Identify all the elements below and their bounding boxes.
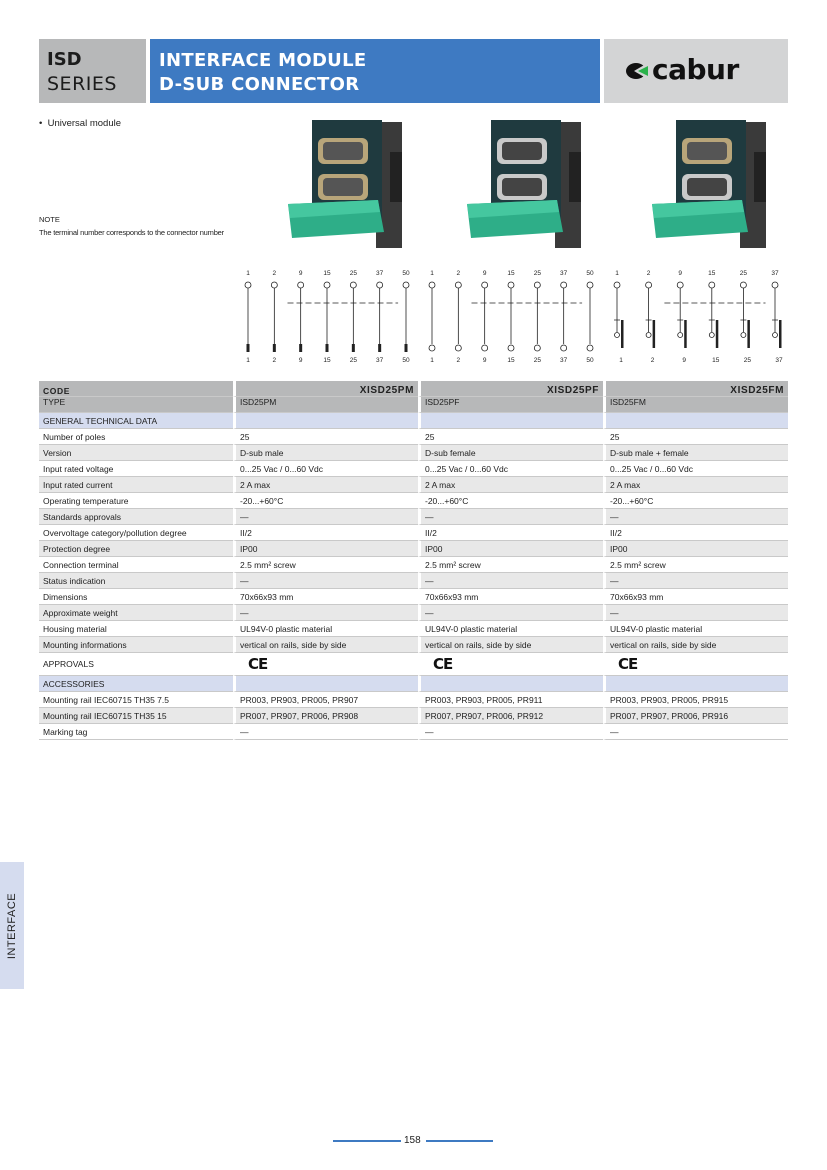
connector-pin-icon [403,282,409,288]
row-value: 70x66x93 mm [603,589,788,605]
row-value: -20...+60°C [418,493,603,509]
terminal-number-label: 2 [272,357,277,364]
connector-pin-icon [678,333,683,338]
terminal-icon [352,344,355,352]
section-row-general [39,413,788,429]
code-value: XISD25PM [359,385,414,396]
type-label: TYPE [39,397,233,413]
row-value: — [418,724,603,740]
terminal-number-label: 9 [682,357,687,364]
row-label: Number of poles [39,429,233,445]
row-label: Protection degree [39,541,233,557]
terminal-icon [429,345,435,351]
row-value: UL94V-0 plastic material [418,621,603,637]
connector-pin-label: 37 [560,270,568,277]
connector-pin-icon [740,282,746,288]
row-value: IP00 [418,541,603,557]
series-box [39,39,146,103]
terminal-icon [561,345,567,351]
connector-pin-label: 9 [482,270,487,277]
terminal-icon [534,345,540,351]
row-value: II/2 [418,525,603,541]
row-label: Mounting informations [39,637,233,653]
terminal-number-label: 15 [323,357,331,364]
row-value: 2 A max [233,477,418,493]
connector-pin-icon [772,282,778,288]
row-label: Standards approvals [39,509,233,525]
row-value: 2 A max [603,477,788,493]
connector-pin-label: 15 [507,270,515,277]
row-value: PR007, PR907, PR006, PR912 [418,708,603,724]
spec-row [39,461,788,477]
terminal-number-label: 15 [507,357,515,364]
connector-pin-icon [245,282,251,288]
terminal-icon [405,344,408,352]
row-label: Marking tag [39,724,233,740]
connector-pin-icon [455,282,461,288]
wire-branch [614,320,620,332]
ce-mark-icon: CE [248,655,268,673]
connector-pin-label: 15 [323,270,331,277]
connector-pin-label: 50 [586,270,594,277]
spec-row [39,525,788,541]
connector-pin-icon [324,282,330,288]
wire-branch [709,320,715,332]
product-image-fm [652,112,770,252]
connector-pin-label: 1 [430,270,434,277]
code-value: XISD25PF [546,385,599,396]
row-label: Input rated voltage [39,461,233,477]
connector-pin-icon [773,333,778,338]
approval-cell [418,653,603,676]
terminal-number-label: 2 [456,357,461,364]
row-value: PR007, PR907, PR006, PR908 [233,708,418,724]
row-label: Housing material [39,621,233,637]
row-label: Dimensions [39,589,233,605]
connector-pin-icon [615,333,620,338]
connector-pin-icon [646,282,652,288]
row-value: — [233,573,418,589]
row-label: Version [39,445,233,461]
connector-pin-icon [482,282,488,288]
row-value: 2.5 mm² screw [233,557,418,573]
terminal-icon [716,320,719,348]
row-value: 0...25 Vac / 0...60 Vdc [233,461,418,477]
terminal-number-label: 2 [650,357,655,364]
row-value: PR003, PR903, PR005, PR907 [233,692,418,708]
row-value: II/2 [233,525,418,541]
row-label: Mounting rail IEC60715 TH35 7.5 [39,692,233,708]
connector-pin-label: 1 [246,270,250,277]
row-value: PR003, PR903, PR005, PR915 [603,692,788,708]
connector-pin-icon [508,282,514,288]
row-value: 70x66x93 mm [233,589,418,605]
feature-bullet: • Universal module [39,118,122,129]
row-value: — [418,573,603,589]
wire-branch [740,320,746,332]
terminal-icon [378,344,381,352]
row-value: vertical on rails, side by side [233,637,418,653]
wire-branch [772,320,778,332]
spec-row [39,557,788,573]
series-label: SERIES [47,73,117,95]
connector-pin-icon [534,282,540,288]
row-value: — [603,724,788,740]
spec-row [39,573,788,589]
terminal-number-label: 9 [298,357,303,364]
row-value: — [603,605,788,621]
row-value: IP00 [233,541,418,557]
approval-cell [603,653,788,676]
terminal-icon [455,345,461,351]
terminal-number-label: 50 [402,357,410,364]
row-value: D-sub male [233,445,418,461]
spec-table [39,381,788,740]
terminal-number-label: 37 [376,357,384,364]
code-row [39,381,788,397]
connector-pin-label: 15 [708,270,716,277]
spec-row [39,445,788,461]
approvals-row [39,653,788,676]
row-label: Input rated current [39,477,233,493]
terminal-number-label: 37 [560,357,568,364]
page-title-line2: D-SUB CONNECTOR [159,74,360,95]
connector-pin-label: 25 [349,270,357,277]
wiring-diagram-fm [607,258,787,368]
row-value: 2.5 mm² screw [418,557,603,573]
type-row [39,397,788,413]
row-value: — [603,573,788,589]
terminal-number-label: 9 [482,357,487,364]
approval-cell [233,653,418,676]
ce-mark-icon: CE [618,655,638,673]
connector-pin-label: 9 [298,270,303,277]
row-value: — [233,509,418,525]
connector-pin-label: 50 [402,270,410,277]
page-number: 158 [404,1135,421,1146]
spec-row [39,493,788,509]
row-value: PR003, PR903, PR005, PR911 [418,692,603,708]
connector-pin-icon [561,282,567,288]
connector-pin-label: 2 [272,270,277,277]
row-value: 0...25 Vac / 0...60 Vdc [603,461,788,477]
section-label: GENERAL TECHNICAL DATA [39,413,233,429]
row-value: — [233,724,418,740]
side-tab-label: INTERFACE [6,892,18,960]
page-title-line1: INTERFACE MODULE [159,50,367,71]
row-label: Overvoltage category/pollution degree [39,525,233,541]
spec-row [39,477,788,493]
section-side-tab [0,862,24,989]
row-value: 25 [603,429,788,445]
terminal-icon [273,344,276,352]
row-value: -20...+60°C [233,493,418,509]
spec-row [39,509,788,525]
type-value: ISD25FM [603,397,788,413]
product-image-pf [467,112,585,252]
connector-pin-icon [677,282,683,288]
row-value: — [418,509,603,525]
row-value: 0...25 Vac / 0...60 Vdc [418,461,603,477]
row-value: 70x66x93 mm [418,589,603,605]
brand-logo [604,39,788,103]
connector-pin-icon [646,333,651,338]
terminal-number-label: 37 [775,357,783,364]
note-heading: NOTE [39,215,60,224]
terminal-number-label: 25 [533,357,541,364]
connector-pin-label: 25 [739,270,748,277]
connector-pin-label: 1 [615,270,619,277]
accessory-row [39,724,788,740]
spec-row [39,589,788,605]
wire-branch [677,320,683,332]
series-code: ISD [47,49,82,70]
accessory-row [39,692,788,708]
terminal-icon [621,320,624,348]
approvals-label: APPROVALS [39,653,233,676]
terminal-icon [653,320,656,348]
row-value: — [603,509,788,525]
wiring-diagram-pf [422,258,602,368]
terminal-icon [508,345,514,351]
row-value: PR007, PR907, PR006, PR916 [603,708,788,724]
terminal-number-label: 15 [712,357,720,364]
spec-row [39,621,788,637]
row-value: D-sub male + female [603,445,788,461]
wire-branch [646,320,652,332]
terminal-number-label: 25 [349,357,357,364]
connector-pin-icon [377,282,383,288]
connector-pin-icon [587,282,593,288]
section-label: ACCESSORIES [39,676,233,692]
terminal-icon [747,320,750,348]
terminal-number-label: 1 [430,357,434,364]
note-text: The terminal number corresponds to the connector number [39,228,224,237]
row-value: IP00 [603,541,788,557]
spec-row [39,637,788,653]
spec-row [39,605,788,621]
row-value: 2 A max [418,477,603,493]
row-label: Connection terminal [39,557,233,573]
section-filler [233,676,418,692]
code-label: CODE [39,381,233,397]
code-value: XISD25FM [730,385,784,396]
spec-row [39,541,788,557]
connector-pin-label: 25 [533,270,541,277]
connector-pin-icon [298,282,304,288]
terminal-icon [684,320,687,348]
terminal-icon [587,345,593,351]
row-value: D-sub female [418,445,603,461]
terminal-number-label: 25 [743,357,752,364]
terminal-number-label: 1 [619,357,623,364]
row-label: Status indication [39,573,233,589]
connector-pin-icon [741,333,746,338]
row-value: II/2 [603,525,788,541]
row-value: vertical on rails, side by side [418,637,603,653]
row-value: vertical on rails, side by side [603,637,788,653]
section-filler [418,676,603,692]
terminal-icon [482,345,488,351]
row-value: 2.5 mm² screw [603,557,788,573]
connector-pin-icon [709,333,714,338]
row-value: — [233,605,418,621]
product-image-pm [288,112,406,252]
row-value: 25 [233,429,418,445]
section-row-accessories [39,676,788,692]
title-box [150,39,600,103]
row-value: UL94V-0 plastic material [603,621,788,637]
connector-pin-icon [350,282,356,288]
accessory-row [39,708,788,724]
row-value: — [418,605,603,621]
ce-mark-icon: CE [433,655,453,673]
row-value: -20...+60°C [603,493,788,509]
connector-pin-label: 37 [771,270,779,277]
connector-pin-icon [271,282,277,288]
row-value: 25 [418,429,603,445]
connector-pin-label: 9 [678,270,683,277]
row-value: UL94V-0 plastic material [233,621,418,637]
footer-rule-left [333,1140,401,1142]
type-value: ISD25PF [418,397,603,413]
terminal-number-label: 1 [246,357,250,364]
terminal-number-label: 50 [586,357,594,364]
brand-name: cabur [652,53,739,86]
terminal-icon [299,344,302,352]
footer-rule-right [426,1140,493,1142]
terminal-icon [779,320,782,348]
connector-pin-icon [614,282,620,288]
connector-pin-label: 2 [456,270,461,277]
terminal-icon [326,344,329,352]
type-value: ISD25PM [233,397,418,413]
wiring-diagram-pm [238,258,418,368]
spec-row [39,429,788,445]
terminal-icon [247,344,250,352]
row-label: Mounting rail IEC60715 TH35 15 [39,708,233,724]
row-label: Approximate weight [39,605,233,621]
connector-pin-label: 37 [376,270,384,277]
connector-pin-label: 2 [646,270,651,277]
connector-pin-icon [429,282,435,288]
connector-pin-icon [709,282,715,288]
section-filler [603,676,788,692]
brand-mark-icon [626,61,650,81]
row-label: Operating temperature [39,493,233,509]
